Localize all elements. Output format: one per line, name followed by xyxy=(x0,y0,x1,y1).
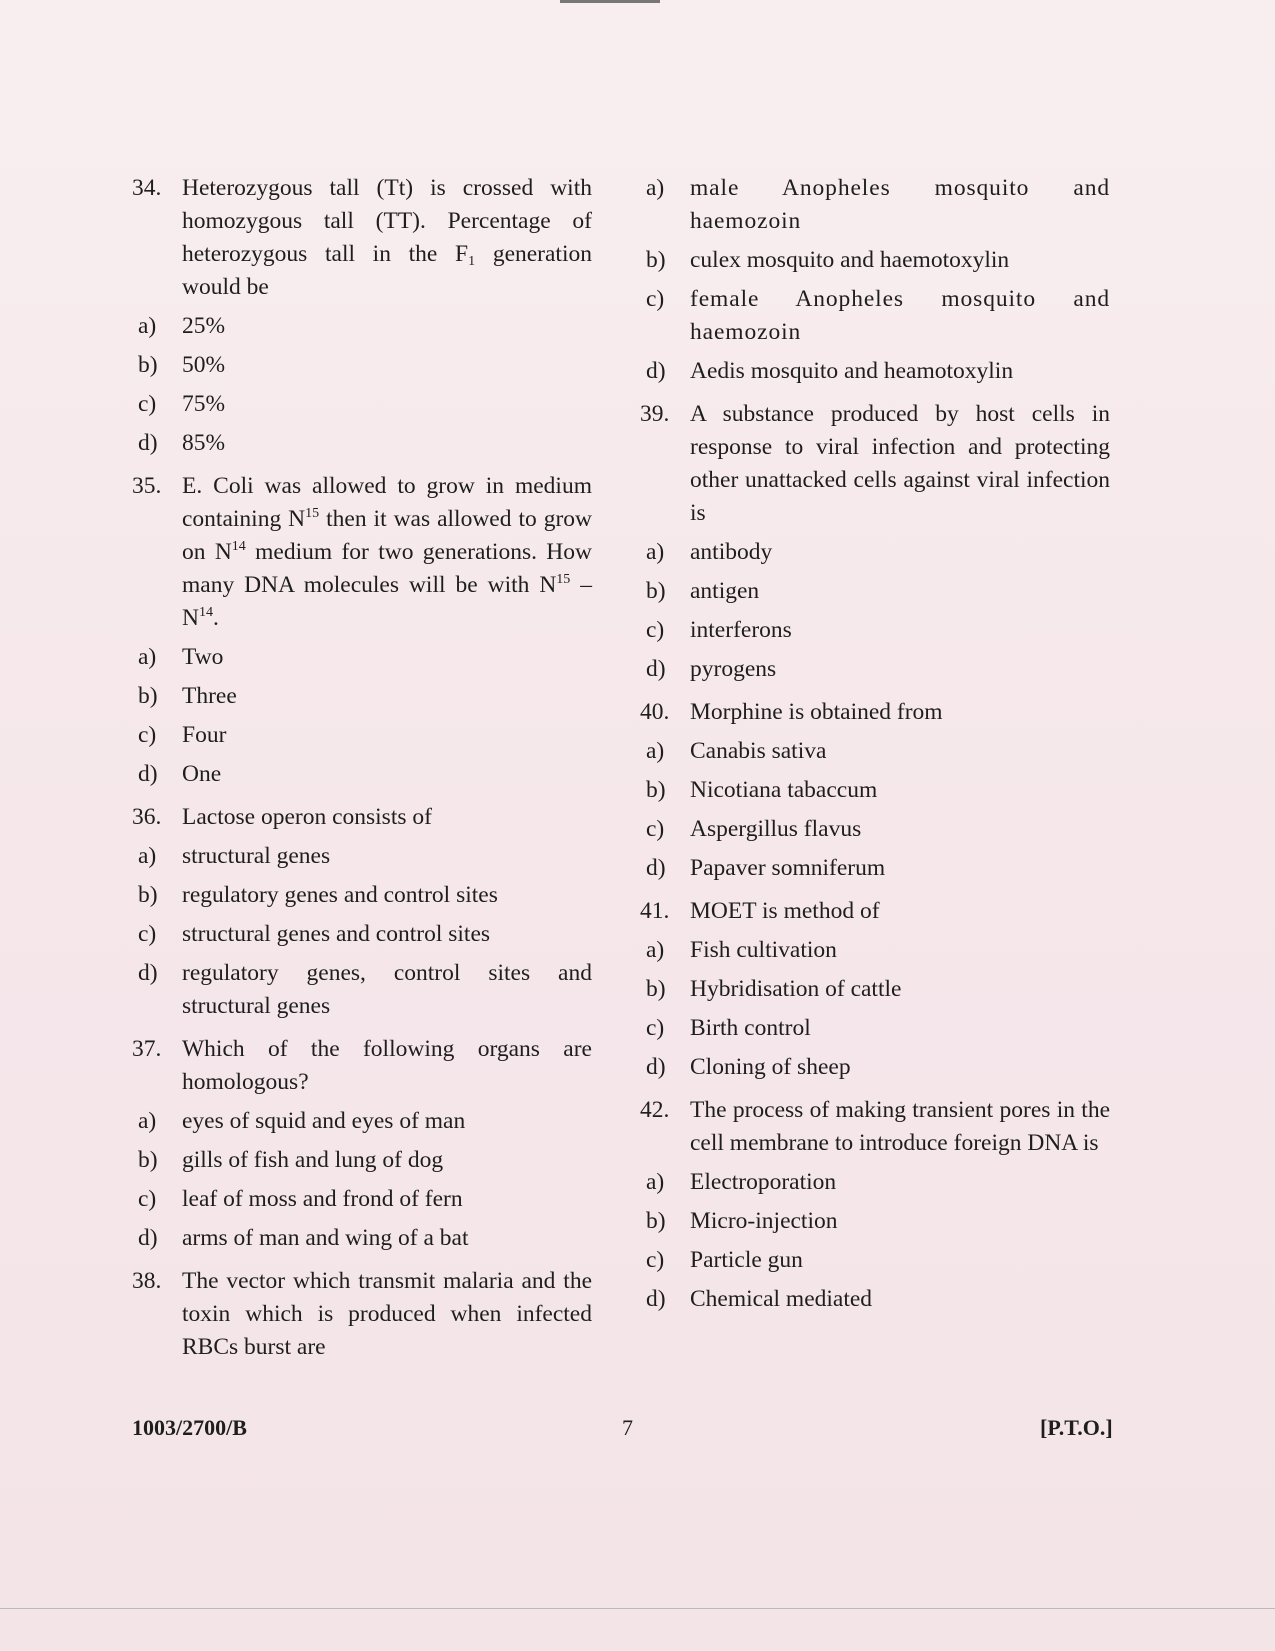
option-text: eyes of squid and eyes of man xyxy=(182,1108,466,1134)
option-label: c) xyxy=(138,921,157,947)
question-38 xyxy=(132,1265,592,1364)
option xyxy=(640,813,1110,846)
option xyxy=(132,758,592,791)
question-text: The process of making transient pores in the cell membrane to introduce foreign DNA is xyxy=(690,1097,1110,1156)
option-text: Canabis sativa xyxy=(690,738,827,764)
options-37 xyxy=(132,1105,592,1255)
question-number: 39. xyxy=(640,401,670,427)
paper-code: 1003/2700/B xyxy=(132,1415,247,1440)
option-label: b) xyxy=(646,777,666,803)
option-label: c) xyxy=(138,722,157,748)
question-37 xyxy=(132,1033,592,1099)
option xyxy=(640,355,1110,388)
option-text: leaf of moss and frond of fern xyxy=(182,1186,463,1212)
option xyxy=(132,641,592,674)
question-text: Heterozygous tall (Tt) is crossed with homozygous tall (TT). Percentage of heterozygous tall in the $F_1$ generation would be xyxy=(182,175,592,300)
question-number: 37. xyxy=(132,1036,162,1062)
option-label: c) xyxy=(138,391,157,417)
option-text: pyrogens xyxy=(690,656,777,682)
option-text: structural genes xyxy=(182,843,331,869)
options-39 xyxy=(640,536,1110,686)
option xyxy=(132,349,592,382)
option xyxy=(132,957,592,1023)
question-text: MOET is method of xyxy=(690,898,880,924)
option-label: d) xyxy=(646,855,666,881)
option-text: interferons xyxy=(690,617,792,643)
option-label: a) xyxy=(646,175,665,201)
pto-label: [P.T.O.] xyxy=(1040,1415,1113,1440)
option-text: Electroporation xyxy=(690,1169,837,1195)
option-text: 85% xyxy=(182,430,226,456)
option-label: c) xyxy=(646,617,665,643)
option xyxy=(132,1105,592,1138)
option-label: b) xyxy=(138,1147,158,1173)
question-number: 42. xyxy=(640,1097,670,1123)
option-label: a) xyxy=(138,1108,157,1134)
option-text: 75% xyxy=(182,391,226,417)
option-label: d) xyxy=(138,761,158,787)
option-text: Aspergillus flavus xyxy=(690,816,862,842)
question-number: 35. xyxy=(132,473,162,499)
option xyxy=(132,1144,592,1177)
option-text: Particle gun xyxy=(690,1247,803,1273)
option-text: female Anopheles mosquito and haemozoin xyxy=(690,286,1110,345)
option-label: d) xyxy=(138,430,158,456)
option-text: Four xyxy=(182,722,227,748)
option xyxy=(640,1244,1110,1277)
page-edge-mark xyxy=(560,0,660,3)
option-text: antibody xyxy=(690,539,773,565)
option xyxy=(640,536,1110,569)
question-34 xyxy=(132,172,592,304)
question-42 xyxy=(640,1094,1110,1160)
option-label: b) xyxy=(138,882,158,908)
question-text: Which of the following organs are homologous? xyxy=(182,1036,592,1095)
option-label: d) xyxy=(138,960,158,986)
option-label: c) xyxy=(138,1186,157,1212)
question-number: 41. xyxy=(640,898,670,924)
option-text: One xyxy=(182,761,222,787)
option-label: d) xyxy=(646,358,666,384)
option xyxy=(132,388,592,421)
option-text: Micro-injection xyxy=(690,1208,838,1234)
option xyxy=(640,973,1110,1006)
option xyxy=(640,283,1110,349)
option-label: a) xyxy=(646,937,665,963)
option-label: c) xyxy=(646,1247,665,1273)
option xyxy=(640,852,1110,885)
options-35 xyxy=(132,641,592,791)
option-label: b) xyxy=(646,578,666,604)
option-label: a) xyxy=(138,313,157,339)
options-40 xyxy=(640,735,1110,885)
options-36 xyxy=(132,840,592,1023)
option-label: c) xyxy=(646,816,665,842)
option xyxy=(640,1012,1110,1045)
option-text: 25% xyxy=(182,313,226,339)
option-text: arms of man and wing of a bat xyxy=(182,1225,469,1251)
option-label: b) xyxy=(138,683,158,709)
option xyxy=(132,1222,592,1255)
question-39 xyxy=(640,398,1110,530)
option-text: Two xyxy=(182,644,224,670)
options-38 xyxy=(640,172,1110,388)
options-42 xyxy=(640,1166,1110,1316)
page-number: 7 xyxy=(622,1415,633,1440)
option-label: d) xyxy=(646,656,666,682)
option xyxy=(132,918,592,951)
option-text: Birth control xyxy=(690,1015,811,1041)
question-number: 40. xyxy=(640,699,670,725)
option xyxy=(640,1166,1110,1199)
option-label: a) xyxy=(138,843,157,869)
option-label: b) xyxy=(138,352,158,378)
option xyxy=(640,575,1110,608)
option xyxy=(132,1183,592,1216)
option xyxy=(132,680,592,713)
option xyxy=(132,427,592,460)
question-35 xyxy=(132,470,592,635)
question-36 xyxy=(132,801,592,834)
left-column xyxy=(132,172,592,1370)
option-label: a) xyxy=(646,1169,665,1195)
option-text: Aedis mosquito and heamotoxylin xyxy=(690,358,1014,384)
option-label: a) xyxy=(138,644,157,670)
right-column xyxy=(640,172,1110,1326)
page-fold-line xyxy=(0,1608,1275,1609)
option xyxy=(640,1283,1110,1316)
options-34 xyxy=(132,310,592,460)
option xyxy=(640,1051,1110,1084)
option-text: Three xyxy=(182,683,237,709)
option-label: b) xyxy=(646,976,666,1002)
option-label: b) xyxy=(646,1208,666,1234)
option xyxy=(640,774,1110,807)
question-text: E. Coli was allowed to grow in medium containing $N^{15}$ then it was allowed to grow on $N^{14}$ medium for two generations. How many DNA molecules will be with $N^{15} - N^{14}$. xyxy=(182,473,592,631)
option-text: 50% xyxy=(182,352,226,378)
question-40 xyxy=(640,696,1110,729)
question-number: 36. xyxy=(132,804,162,830)
option-label: c) xyxy=(646,286,665,312)
question-text: Morphine is obtained from xyxy=(690,699,943,725)
option xyxy=(132,310,592,343)
option-text: Papaver somniferum xyxy=(690,855,886,881)
question-41 xyxy=(640,895,1110,928)
option-text: culex mosquito and haemotoxylin xyxy=(690,247,1010,273)
question-number: 38. xyxy=(132,1268,162,1294)
option-label: d) xyxy=(646,1054,666,1080)
option-text: Chemical mediated xyxy=(690,1286,873,1312)
option xyxy=(132,840,592,873)
option-text: Fish cultivation xyxy=(690,937,837,963)
option-label: c) xyxy=(646,1015,665,1041)
question-number: 34. xyxy=(132,175,162,201)
option xyxy=(640,653,1110,686)
option xyxy=(640,614,1110,647)
option-text: antigen xyxy=(690,578,760,604)
option-text: Nicotiana tabaccum xyxy=(690,777,878,803)
question-text: A substance produced by host cells in response to viral infection and protecting other unattacked cells against viral infection is xyxy=(690,401,1110,526)
option-label: b) xyxy=(646,247,666,273)
option-label: d) xyxy=(138,1225,158,1251)
option xyxy=(640,735,1110,768)
option-text: Hybridisation of cattle xyxy=(690,976,902,1002)
option-text: regulatory genes, control sites and structural genes xyxy=(182,960,592,1019)
option-text: structural genes and control sites xyxy=(182,921,491,947)
option-text: gills of fish and lung of dog xyxy=(182,1147,444,1173)
option xyxy=(640,1205,1110,1238)
option-text: male Anopheles mosquito and haemozoin xyxy=(690,175,1110,234)
option-label: a) xyxy=(646,539,665,565)
option xyxy=(640,934,1110,967)
option xyxy=(132,879,592,912)
option-label: d) xyxy=(646,1286,666,1312)
option-label: a) xyxy=(646,738,665,764)
option xyxy=(640,244,1110,277)
question-text: Lactose operon consists of xyxy=(182,804,432,830)
options-41 xyxy=(640,934,1110,1084)
option-text: regulatory genes and control sites xyxy=(182,882,498,908)
option xyxy=(132,719,592,752)
option-text: Cloning of sheep xyxy=(690,1054,851,1080)
question-text: The vector which transmit malaria and the toxin which is produced when infected RBCs burst are xyxy=(182,1268,592,1360)
option xyxy=(640,172,1110,238)
